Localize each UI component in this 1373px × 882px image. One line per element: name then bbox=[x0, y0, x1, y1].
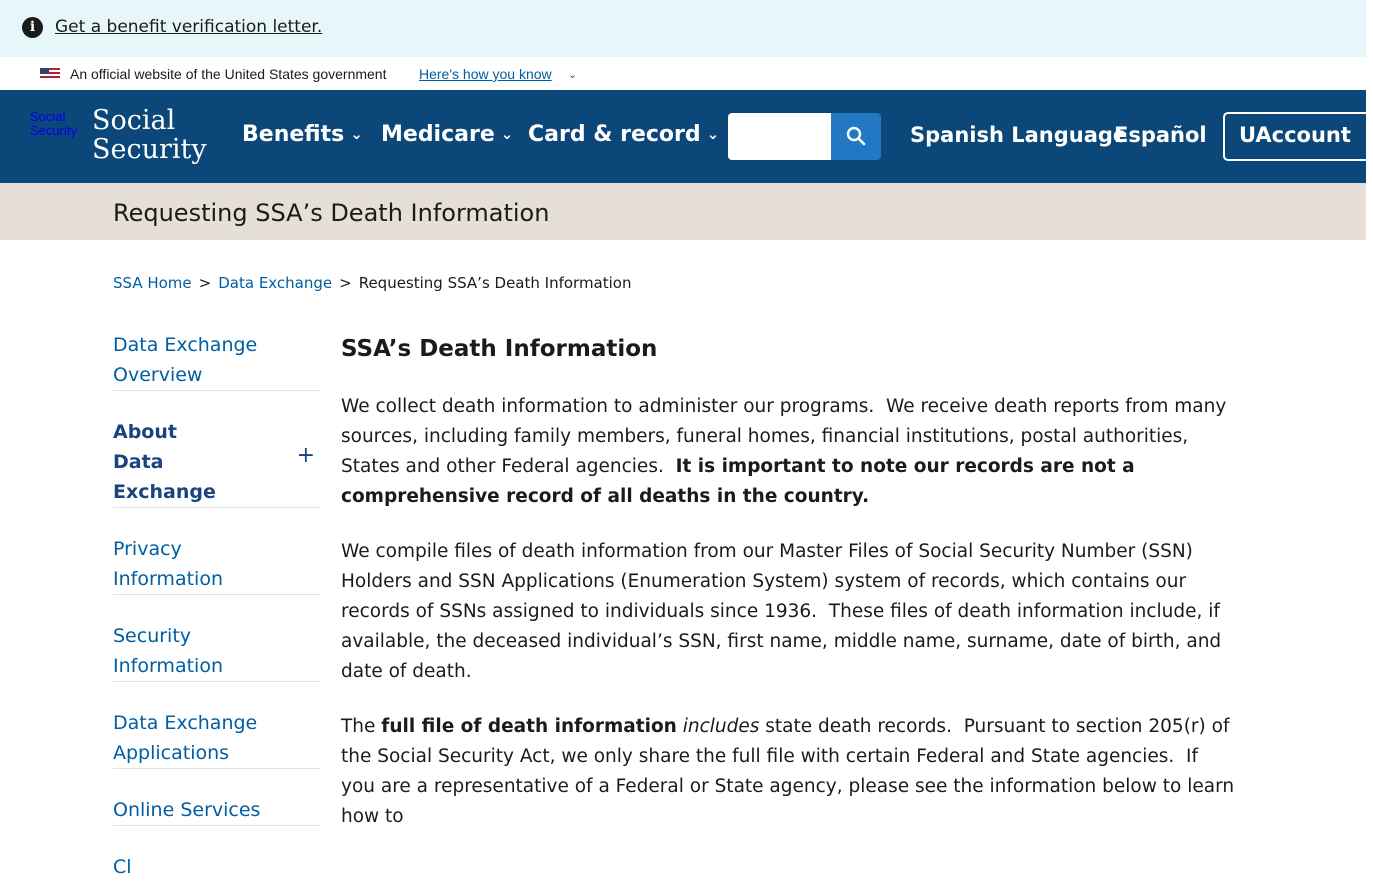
nav-card-record[interactable] bbox=[528, 122, 719, 147]
benefit-letter-link[interactable]: Get a benefit verification letter. bbox=[55, 17, 323, 37]
heres-how-you-know-link[interactable]: Here's how you know bbox=[419, 66, 552, 82]
nav-medicare[interactable] bbox=[381, 122, 513, 147]
sidebar-item-about-data-exchange[interactable] bbox=[113, 417, 321, 508]
p3-text-a: The bbox=[341, 716, 382, 737]
gov-banner-text: An official website of the United States government bbox=[70, 66, 387, 82]
nav-card-record-label: Card & record bbox=[528, 122, 701, 147]
p3-text-e: state death records. Pursuant to section 205(r) of the Social Security Act, we only share the full file with certain Federal and State agencies. If you are a representative of a Federal or State agency, please see the information below to learn how to bbox=[341, 716, 1240, 827]
sidebar-nav bbox=[113, 330, 321, 882]
sidebar-item-label: Cl bbox=[113, 856, 132, 878]
p3-bold: full file of death information bbox=[381, 716, 677, 737]
us-flag-icon bbox=[40, 68, 60, 80]
section-heading: SSA’s Death Information bbox=[341, 336, 658, 362]
p3-italic: includes bbox=[682, 716, 760, 737]
info-icon: i bbox=[22, 17, 43, 38]
sidebar-item-data-exchange-overview[interactable] bbox=[113, 330, 321, 391]
ssa-logo[interactable]: Social Security bbox=[30, 109, 77, 138]
search-input[interactable] bbox=[728, 113, 831, 160]
alert-bar bbox=[0, 0, 1366, 57]
chevron-down-icon: ⌄ bbox=[500, 125, 514, 143]
paragraph-3 bbox=[341, 712, 1240, 832]
breadcrumb-separator: > bbox=[198, 274, 212, 292]
p1-text: We collect death information to administer our programs. We receive death reports from many sources, including family members, funeral homes, financial institutions, postal authorities, States and other Federal agencies. bbox=[341, 396, 1233, 477]
chevron-down-icon: ⌄ bbox=[706, 125, 720, 143]
spanish-label: Español bbox=[1114, 123, 1207, 147]
sidebar-item-security-information[interactable] bbox=[113, 621, 321, 682]
chevron-down-icon[interactable]: ⌄ bbox=[568, 68, 578, 81]
paragraph-2: We compile files of death information from our Master Files of Social Security Number (SSN) Holders and SSN Applications (Enumeration System) system of records, which contains our records of SSNs assigned to individuals since 1936. These files of death information include, if available, the deceased individual’s SSN, first name, middle name, surname, date of birth, and date of death. bbox=[341, 541, 1228, 682]
sidebar-item-label: Privacy Information bbox=[113, 538, 223, 590]
sidebar-item-online-services[interactable] bbox=[113, 795, 321, 826]
main-content bbox=[341, 333, 1240, 857]
sidebar-item-data-exchange-applications[interactable] bbox=[113, 708, 321, 769]
sidebar-item-label: Data Exchange Applications bbox=[113, 712, 258, 764]
account-label: Account bbox=[1255, 123, 1351, 147]
sidebar-item-privacy-information[interactable] bbox=[113, 534, 321, 595]
breadcrumb-data-exchange[interactable]: Data Exchange bbox=[218, 274, 333, 292]
spanish-language-link[interactable] bbox=[910, 123, 1207, 147]
wordmark-line2: Security bbox=[92, 134, 207, 165]
breadcrumb-separator: > bbox=[339, 274, 352, 292]
breadcrumb bbox=[113, 274, 632, 292]
ssa-wordmark[interactable] bbox=[92, 106, 207, 164]
nav-benefits[interactable] bbox=[242, 122, 363, 147]
sidebar-item-label: Online Services bbox=[113, 799, 261, 821]
page-title: Requesting SSA’s Death Information bbox=[113, 199, 550, 227]
site-header bbox=[0, 90, 1366, 183]
search-icon bbox=[846, 126, 866, 146]
p1-bold: It is important to note our records are not a comprehensive record of all deaths in the country. bbox=[341, 456, 1135, 507]
gov-banner bbox=[0, 57, 1366, 90]
spanish-flag-img: Spanish Language bbox=[910, 123, 1128, 147]
paragraph-1 bbox=[341, 392, 1236, 512]
breadcrumb-current: Requesting SSA’s Death Information bbox=[358, 274, 632, 292]
nav-medicare-label: Medicare bbox=[381, 122, 495, 147]
sidebar-item-label: Security Information bbox=[113, 625, 223, 677]
account-icon: U bbox=[1239, 123, 1256, 147]
breadcrumb-ssa-home[interactable]: SSA Home bbox=[113, 274, 192, 292]
sidebar-item-label: Data Exchange Overview bbox=[113, 334, 258, 386]
sidebar-item-cut-off[interactable] bbox=[113, 852, 321, 882]
wordmark-line1: Social bbox=[92, 105, 176, 136]
chevron-down-icon: ⌄ bbox=[350, 125, 363, 143]
search-button[interactable] bbox=[831, 113, 881, 160]
nav-benefits-label: Benefits bbox=[242, 122, 345, 147]
expand-plus-icon[interactable]: + bbox=[296, 443, 315, 468]
sidebar-item-label: About Data Exchange bbox=[113, 421, 216, 503]
page-title-band bbox=[0, 183, 1366, 240]
account-button[interactable] bbox=[1223, 112, 1373, 161]
